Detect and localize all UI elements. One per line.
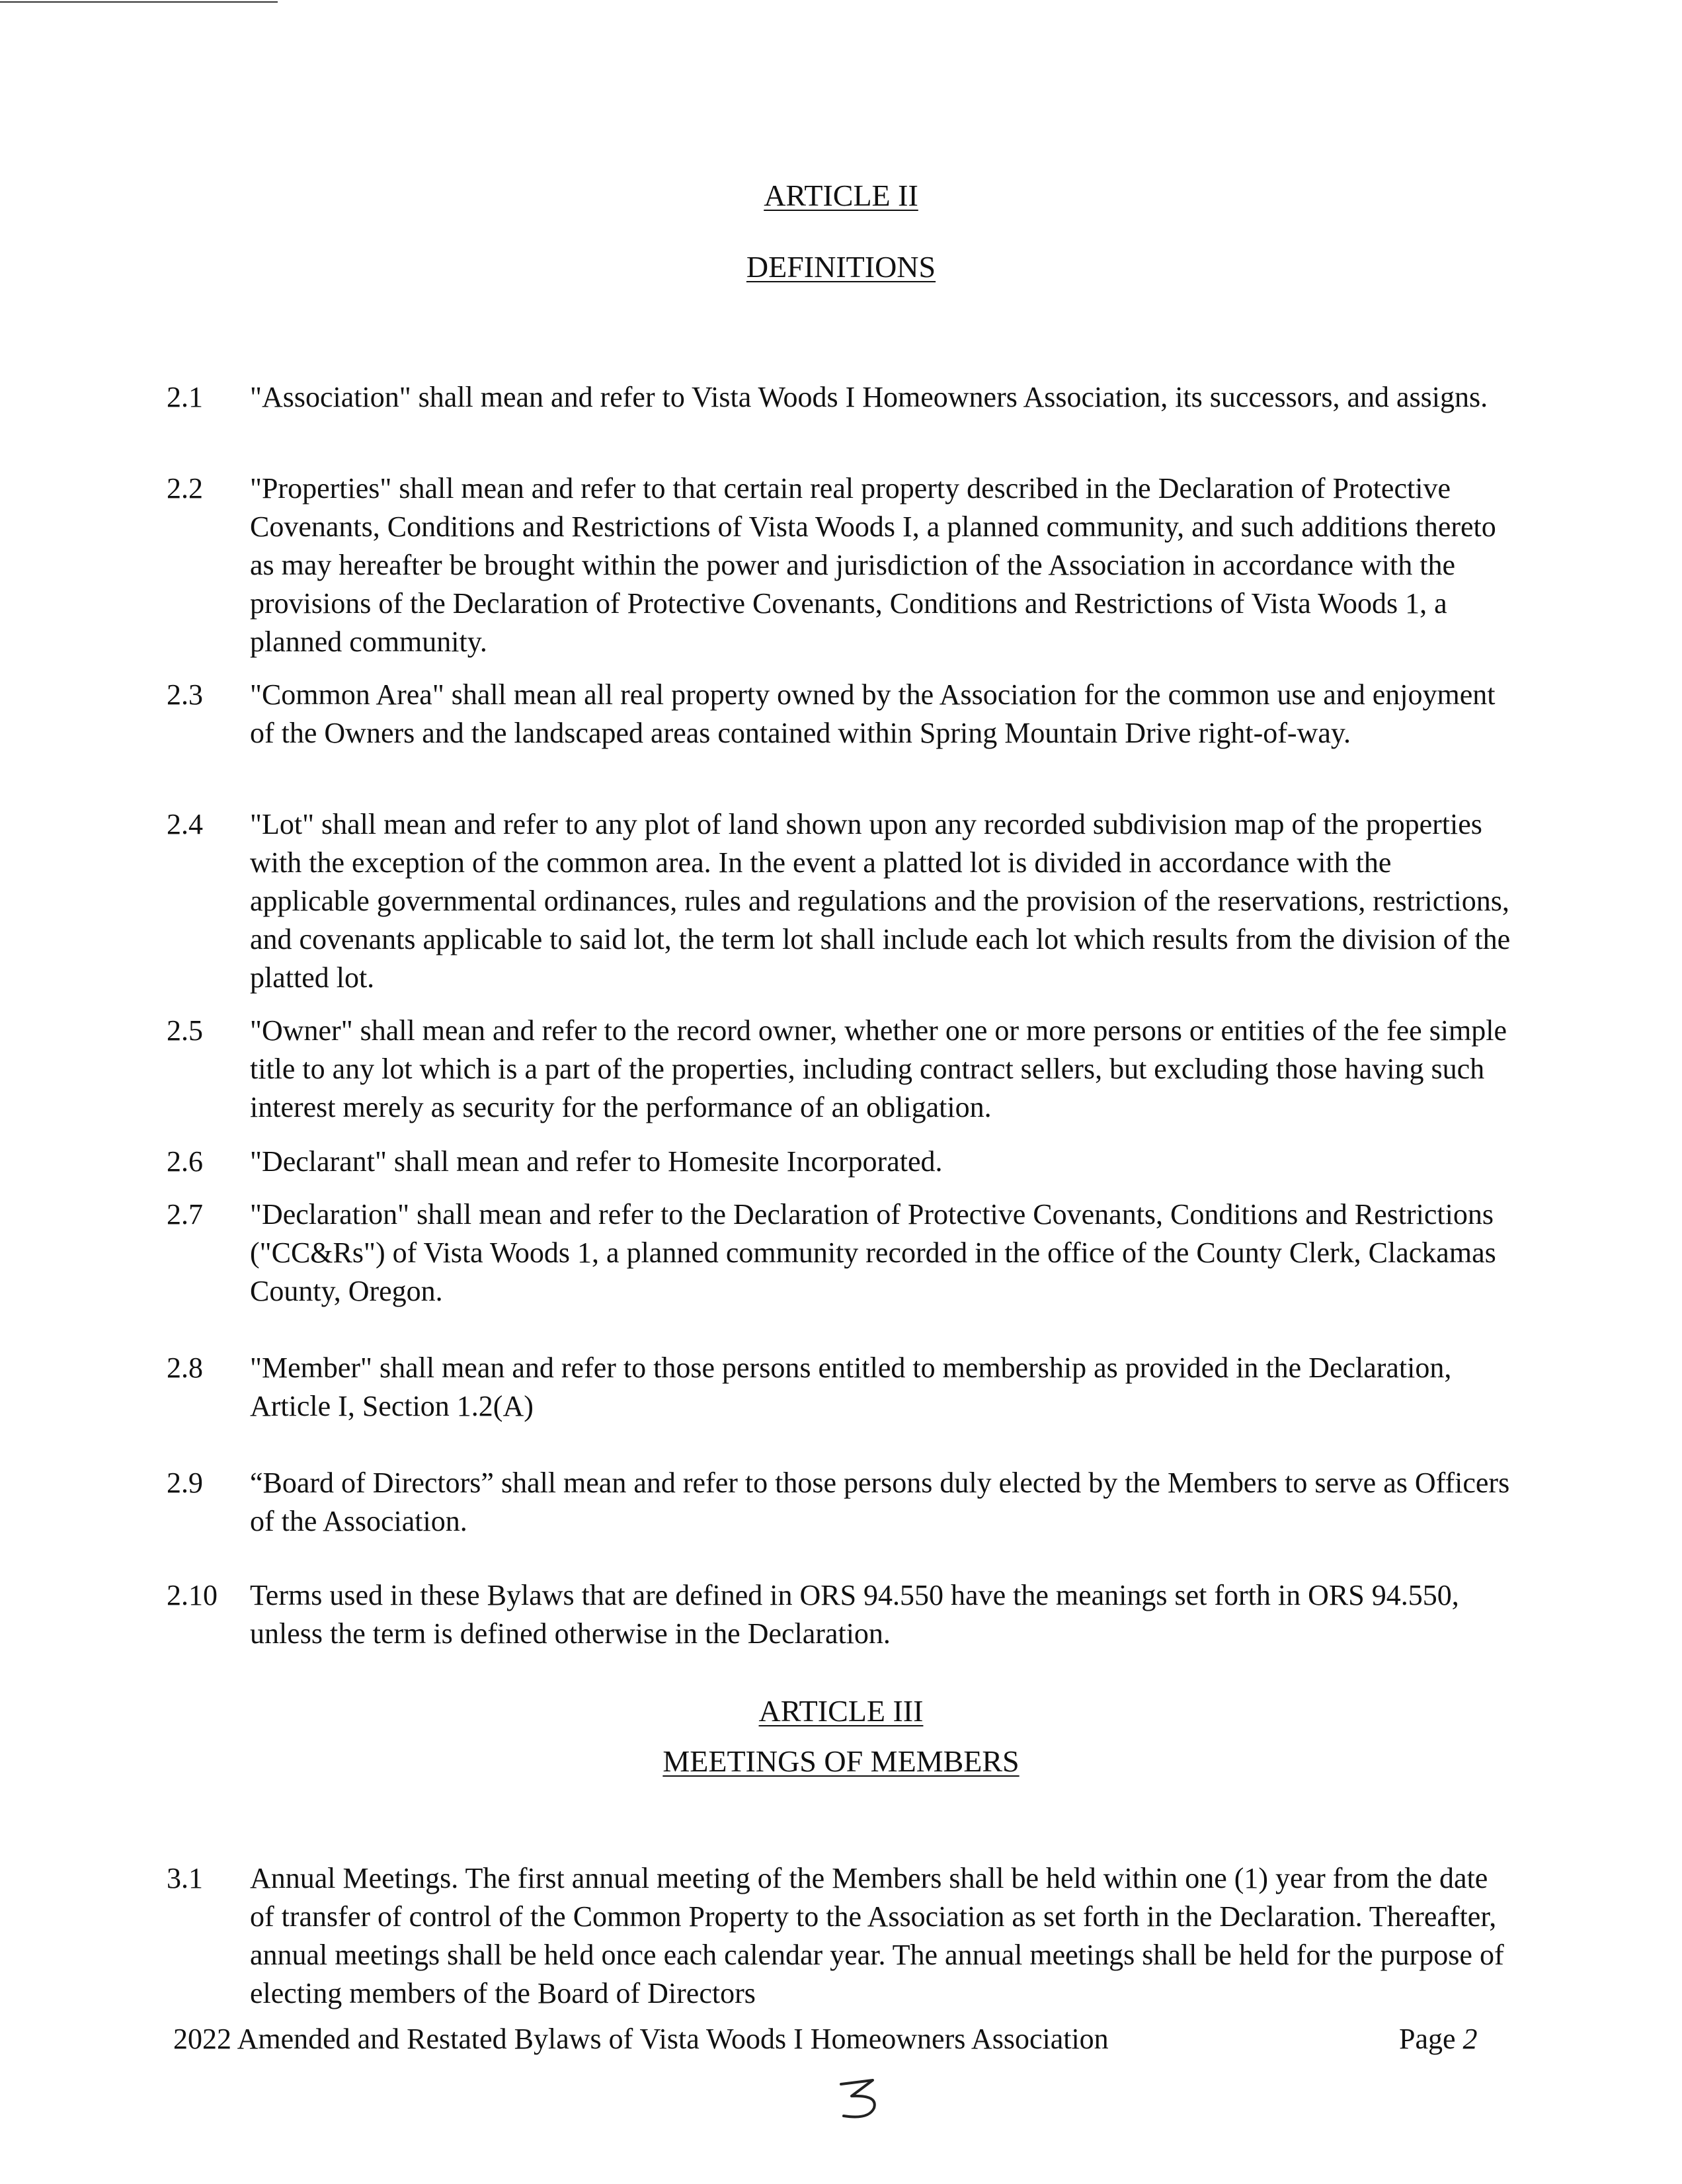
item-text: Annual Meetings. The first annual meeting of the Members shall be held within one (1) year from the date of transfer of control of the Common Property to the Association as set forth in the Declaration. Thereafter, annual meetings shall be held once each calendar year. The annual meetings shall be held for the purpose of electing members of the Board of Directors (250, 1862, 1504, 2009)
item-number: 2.7 (167, 1198, 203, 1231)
item-number: 2.5 (167, 1014, 203, 1047)
handwritten-page-mark (832, 2076, 891, 2123)
article-3-title: ARTICLE III (758, 1694, 924, 1728)
item-text: "Declarant" shall mean and refer to Homesite Incorporated. (250, 1145, 943, 1178)
article-2-subtitle: DEFINITIONS (746, 250, 936, 284)
item-number: 2.8 (167, 1352, 203, 1384)
footer-document-title: 2022 Amended and Restated Bylaws of Vista Woods I Homeowners Association (173, 2023, 1109, 2055)
item-text: “Board of Directors” shall mean and refer to those persons duly elected by the Members to serve as Officers of the Association. (250, 1467, 1510, 1537)
item-number: 2.2 (167, 472, 203, 505)
item-number: 2.3 (167, 678, 203, 711)
item-number: 2.1 (167, 381, 203, 413)
item-number: 2.10 (167, 1579, 218, 1611)
item-text: "Association" shall mean and refer to Vista Woods I Homeowners Association, its successors, and assigns. (250, 381, 1488, 413)
scan-edge-line (0, 1, 278, 3)
item-number: 3.1 (167, 1862, 203, 1894)
item-number: 2.4 (167, 808, 203, 840)
item-text: "Properties" shall mean and refer to that certain real property described in the Declaration of Protective Covenants, Conditions and Restrictions of Vista Woods I, a planned community, and such additions thereto as may hereafter be brought within the power and jurisdiction of the Association in accordance with the provisions of the Declaration of Protective Covenants, Conditions and Restrictions of Vista Woods 1, a planned community. (250, 472, 1496, 658)
item-text: "Common Area" shall mean all real property owned by the Association for the common use and enjoyment of the Owners and the landscaped areas contained within Spring Mountain Drive right-of-way. (250, 678, 1496, 749)
item-text: "Owner" shall mean and refer to the record owner, whether one or more persons or entities of the fee simple title to any lot which is a part of the properties, including contract sellers, but excluding those having such interest merely as security for the performance of an obligation. (250, 1014, 1507, 1123)
item-number: 2.6 (167, 1145, 203, 1178)
page-label: Page (1399, 2023, 1456, 2055)
item-text: "Declaration" shall mean and refer to the Declaration of Protective Covenants, Conditions and Restrictions ("CC&Rs") of Vista Woods 1, a planned community recorded in the office of the County Clerk, Clackamas County, Oregon. (250, 1198, 1496, 1307)
item-text: "Lot" shall mean and refer to any plot of land shown upon any recorded subdivision map of the properties with the exception of the common area. In the event a platted lot is divided in accordance with the applicable governmental ordinances, rules and regulations and the provision of the reservations, restrictions, and covenants applicable to said lot, the term lot shall include each lot which results from the division of the platted lot. (250, 808, 1511, 994)
page-number: 2 (1462, 2023, 1478, 2055)
footer-page-number (1399, 2021, 1478, 2058)
item-text: Terms used in these Bylaws that are defined in ORS 94.550 have the meanings set forth in ORS 94.550, unless the term is defined otherwise in the Declaration. (250, 1579, 1459, 1650)
item-number: 2.9 (167, 1467, 203, 1499)
item-text: "Member" shall mean and refer to those persons entitled to membership as provided in the Declaration, Article I, Section 1.2(A) (250, 1352, 1452, 1422)
article-3-subtitle: MEETINGS OF MEMBERS (662, 1744, 1020, 1778)
article-2-title: ARTICLE II (764, 179, 918, 212)
